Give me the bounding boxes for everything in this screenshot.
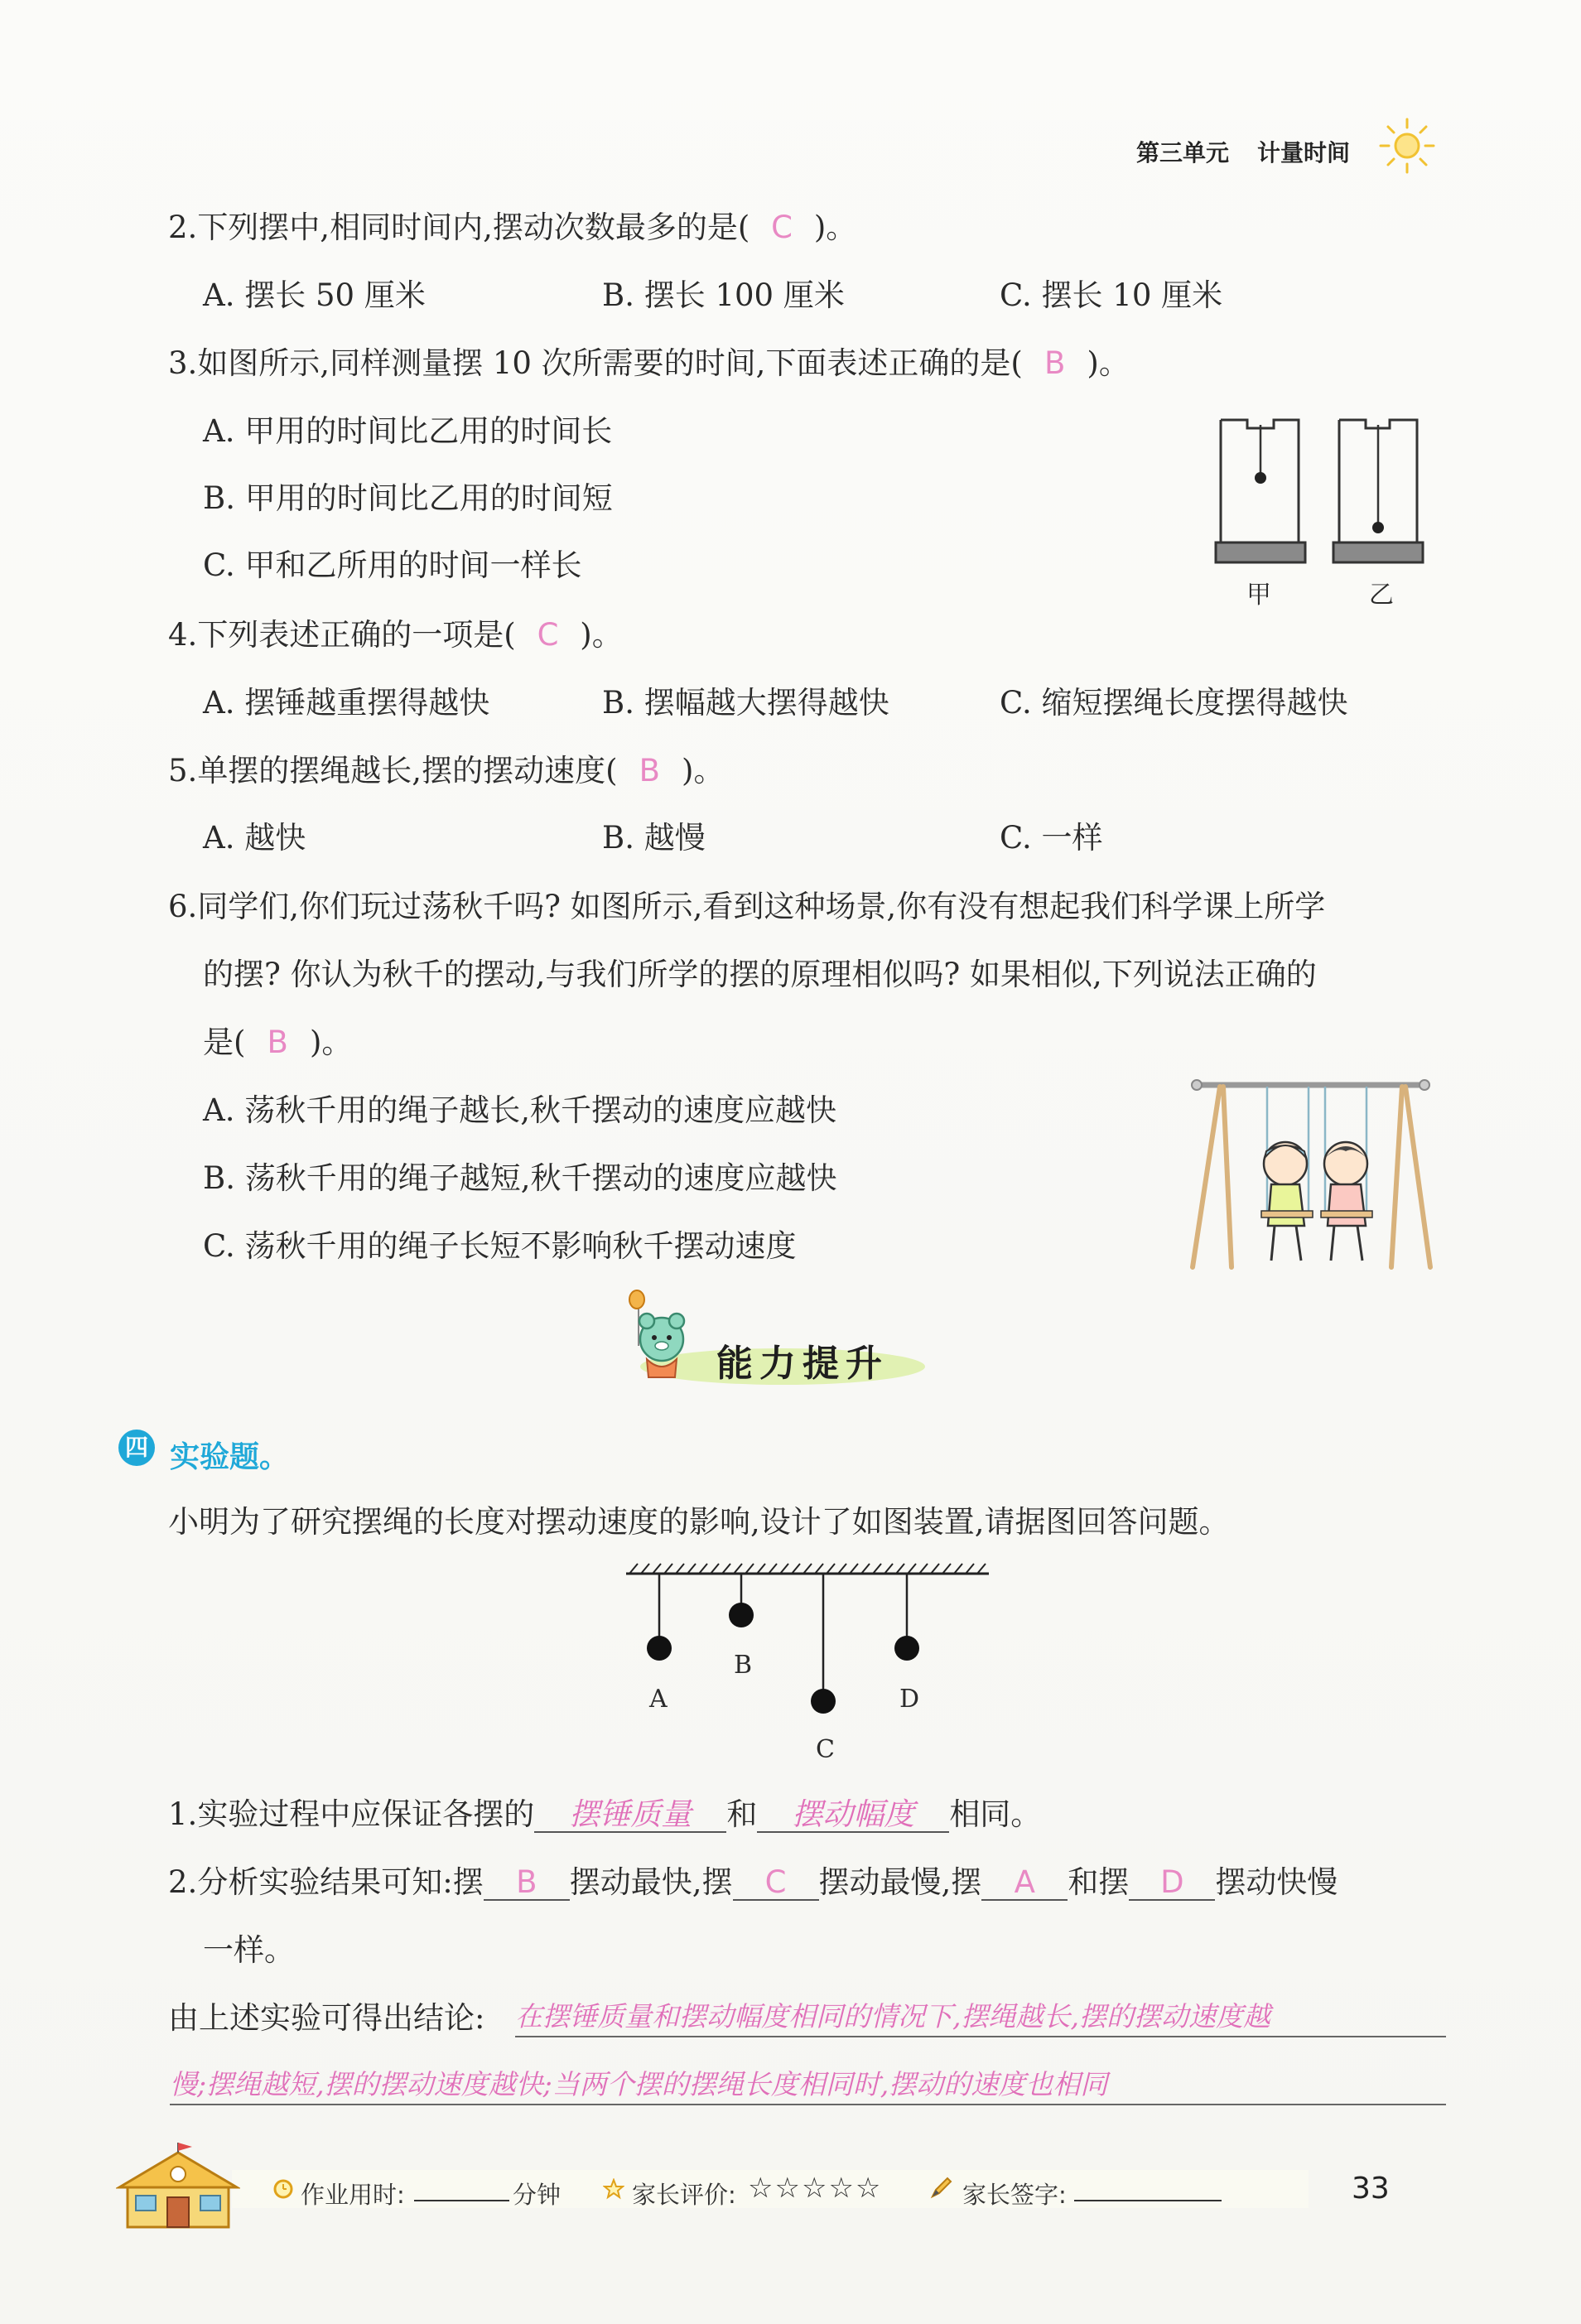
pendulum-label-d: D [899,1685,920,1714]
conclusion-underline-2 [170,2104,1446,2105]
parent-evaluation-label: 家长评价: [632,2181,736,2209]
q6-option-a: A. 荡秋千用的绳子越长,秋千摆动的速度应越快 [203,1092,837,1128]
pendulum-label-a: A [649,1685,668,1714]
parent-signature-label: 家长签字: [962,2181,1067,2209]
q2-option-a: A. 摆长 50 厘米 [203,277,426,313]
experiment-q2-line2: 一样。 [203,1932,295,1968]
school-building-icon [116,2141,240,2232]
answer-q2: C [771,210,793,245]
homework-time-unit: 分钟 [513,2181,562,2209]
q5-option-b: B. 越慢 [602,820,706,856]
answer-q5: B [639,753,660,788]
answer-q4: C [537,617,559,653]
q6-option-c: C. 荡秋千用的绳子长短不影响秋千摆动速度 [203,1228,797,1264]
answer-q6: B [267,1025,288,1060]
question-6-line2: 的摆? 你认为秋千的摆动,与我们所学的摆的原理相似吗? 如果相似,下列说法正确的 [203,957,1317,992]
q5-option-a: A. 越快 [203,820,306,856]
experiment-intro: 小明为了研究摆绳的长度对摆动速度的影响,设计了如图装置,请据图回答问题。 [168,1504,1230,1540]
question-6-line1: 6.同学们,你们玩过荡秋千吗? 如图所示,看到这种场景,你有没有想起我们科学课上所学 [168,889,1326,924]
question-2: 2.下列摆中,相同时间内,摆动次数最多的是( C )。 [168,210,857,245]
pencil-icon [929,2175,954,2200]
star-icon [603,2178,624,2200]
sun-icon [1377,116,1437,176]
section-badge: 四 [118,1430,155,1466]
answer-q3: B [1044,345,1066,381]
header-unit: 第三单元 [1136,139,1230,166]
q5-option-c: C. 一样 [1000,820,1103,856]
page-number: 33 [1352,2172,1390,2206]
question-4: 4.下列表述正确的一项是( C )。 [168,617,623,653]
alarm-clock-icon [272,2177,295,2200]
section-banner-title: 能力提升 [716,1343,889,1385]
figure-label-yi: 乙 [1369,581,1394,610]
conclusion-label: 由上述实验可得出结论: [168,2000,485,2036]
experiment-q1: 1.实验过程中应保证各摆的 摆锤质量 和 摆动幅度 相同。 [168,1796,1042,1832]
question-3: 3.如图所示,同样测量摆 10 次所需要的时间,下面表述正确的是( B )。 [168,345,1130,381]
blank-slowest: C [733,1867,819,1901]
blank-same-2: D [1129,1867,1215,1901]
q3-option-a: A. 甲用的时间比乙用的时间长 [203,413,613,449]
conclusion-line-1: 在摆锤质量和摆动幅度相同的情况下,摆绳越长,摆的摆动速度越 [515,2000,1270,2032]
conclusion-line-2: 慢;摆绳越短,摆的摆动速度越快;当两个摆的摆绳长度相同时,摆动的速度也相同 [170,2068,1108,2100]
blank-same-1: A [981,1867,1068,1901]
question-5: 5.单摆的摆绳越长,摆的摆动速度( B )。 [168,753,725,788]
parent-signature-blank [1074,2200,1222,2201]
homework-time-label: 作业用时: [301,2181,405,2209]
q2-option-b: B. 摆长 100 厘米 [602,277,845,313]
pendulum-label-b: B [734,1651,753,1680]
experiment-q2: 2.分析实验结果可知:摆 B 摆动最快,摆 C 摆动最慢,摆 A 和摆 D 摆动快慢 [168,1864,1338,1900]
section-title: 实验题。 [170,1440,290,1474]
pendulum-label-c: C [816,1735,835,1764]
q4-option-c: C. 缩短摆绳长度摆得越快 [1000,685,1348,721]
blank-fastest: B [484,1867,570,1901]
q6-option-b: B. 荡秋千用的绳子越短,秋千摆动的速度应越快 [203,1160,837,1196]
pendulum-apparatus-figure [621,1559,994,1766]
rating-stars[interactable]: ☆☆☆☆☆ [748,2172,883,2205]
conclusion-underline-1 [515,2036,1446,2037]
q4-option-b: B. 摆幅越大摆得越快 [602,685,889,721]
blank-weight-mass: 摆锤质量 [534,1799,726,1833]
swing-children-illustration [1188,1068,1437,1275]
q4-option-a: A. 摆锤越重摆得越快 [203,685,490,721]
pendulum-frames-figure [1209,410,1433,576]
figure-label-jia: 甲 [1246,581,1271,610]
question-6-line3: 是( B )。 [203,1025,353,1060]
blank-swing-amplitude: 摆动幅度 [757,1799,949,1833]
q3-option-b: B. 甲用的时间比乙用的时间短 [203,480,613,516]
q2-option-c: C. 摆长 10 厘米 [1000,277,1223,313]
q3-option-c: C. 甲和乙所用的时间一样长 [203,547,582,583]
homework-time-blank [414,2200,509,2201]
header-topic: 计量时间 [1257,139,1351,166]
